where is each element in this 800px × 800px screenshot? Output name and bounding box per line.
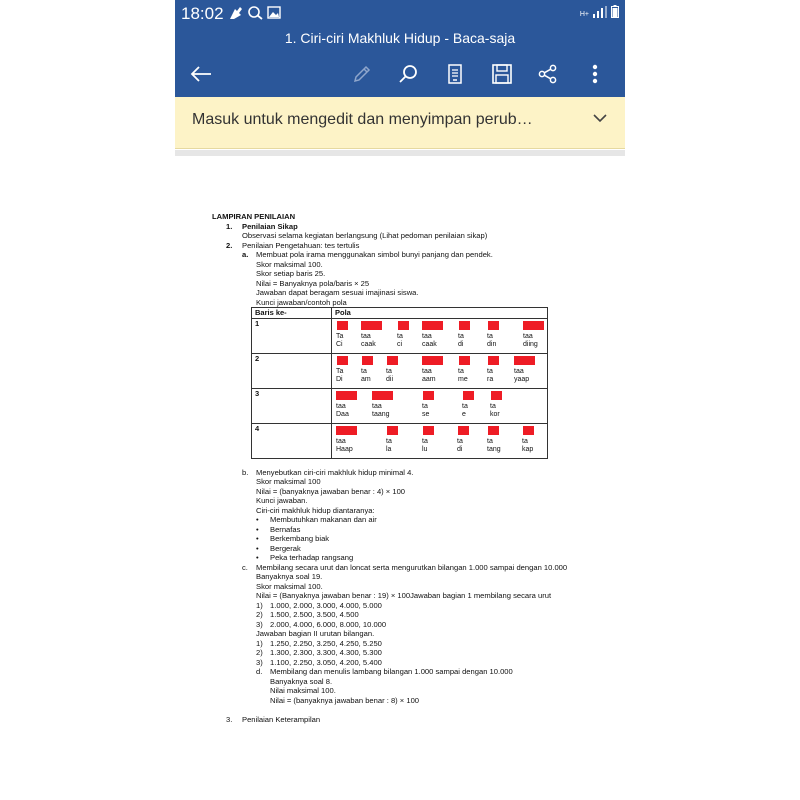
short-beat-block xyxy=(459,356,470,365)
row-label: 1 xyxy=(252,318,332,353)
reading-view-icon xyxy=(448,64,462,84)
edit-pencil-icon xyxy=(352,64,372,84)
list-item: • Berkembang biak xyxy=(256,534,330,543)
beat-syllable: taa xyxy=(422,367,432,375)
beat-syllable: taa xyxy=(336,402,346,410)
short-beat-block xyxy=(488,356,499,365)
beat-syllable: ta xyxy=(386,367,392,375)
beat-syllable: Ta xyxy=(336,332,344,340)
item-d: d. Membilang dan menulis lambang bilangan 1.000 sampai dengan 10.000 xyxy=(256,667,513,676)
save-icon xyxy=(492,64,512,84)
word-syllable: la xyxy=(386,445,392,453)
share-icon xyxy=(538,64,558,84)
notification-sync-icon xyxy=(248,6,263,20)
beat-syllable: taa xyxy=(422,332,432,340)
item-a-line: Jawaban dapat beragam sesuai imajinasi siswa. xyxy=(256,288,419,297)
word-syllable: me xyxy=(458,375,468,383)
word-syllable: diing xyxy=(523,340,538,348)
list-item: • Membutuhkan makanan dan air xyxy=(256,515,377,524)
word-syllable: kap xyxy=(522,445,534,453)
long-beat-block xyxy=(372,391,393,400)
item-b: b. Menyebutkan ciri-ciri makhluk hidup minimal 4. xyxy=(242,467,414,477)
list-item: 3) 2.000, 4.000, 6.000, 8.000, 10.000 xyxy=(256,619,387,629)
search-icon xyxy=(398,64,418,84)
item-d-line: Nilai maksimal 100. xyxy=(270,686,336,695)
list-item: 1) 1.000, 2.000, 3.000, 4.000, 5.000 xyxy=(256,600,382,610)
beat-syllable: taa xyxy=(523,332,533,340)
share-button[interactable] xyxy=(532,56,564,92)
item-b-line: Menyebutkan ciri-ciri makhluk hidup minimal 4. xyxy=(256,467,414,477)
word-syllable: tang xyxy=(487,445,501,453)
word-syllable: Daa xyxy=(336,410,349,418)
list-item: 3) 1.100, 2.250, 3.050, 4.200, 5.400 xyxy=(256,657,382,667)
word-syllable: di xyxy=(458,340,464,348)
list-item: 2) 1.300, 2.300, 3.300, 4.300, 5.300 xyxy=(256,648,382,657)
section-1-title: Penilaian Sikap xyxy=(242,221,298,231)
section-1: 1. Penilaian Sikap xyxy=(226,221,298,231)
item-b-line: Ciri-ciri makhluk hidup diantaranya: xyxy=(256,505,375,515)
list-item: • Bergerak xyxy=(256,543,301,553)
item-c-line: Nilai = (Banyaknya jawaban benar : 19) × 100Jawaban bagian 1 membilang secara urut xyxy=(256,591,552,600)
beat-syllable: ta xyxy=(422,402,428,410)
short-beat-block xyxy=(387,426,398,435)
long-beat-block xyxy=(514,356,535,365)
beat-syllable: ta xyxy=(487,437,493,445)
word-syllable: Di xyxy=(336,375,343,383)
word-syllable: di xyxy=(457,445,463,453)
word-syllable: ra xyxy=(487,375,494,383)
item-b-line: Skor maksimal 100 xyxy=(256,477,321,486)
reading-view-button[interactable] xyxy=(439,56,471,92)
edit-button[interactable] xyxy=(346,56,378,92)
item-c-part2-title: Jawaban bagian II urutan bilangan. xyxy=(256,629,375,638)
item-c-line: Membilang secara urut dan loncat serta mengurutkan bilangan 1.000 sampai dengan 10.000 xyxy=(256,562,568,572)
long-beat-block xyxy=(422,356,443,365)
word-syllable: Haap xyxy=(336,445,353,453)
item-a-line: Skor maksimal 100. xyxy=(256,259,323,269)
row-label: 3 xyxy=(252,388,332,423)
chevron-down-icon[interactable] xyxy=(593,113,607,123)
beat-syllable: taa xyxy=(514,367,524,375)
signal-icon xyxy=(593,6,607,18)
item-a-line: Skor setiap baris 25. xyxy=(256,269,326,278)
pattern-cell xyxy=(332,424,547,458)
beat-syllable: ta xyxy=(397,332,403,340)
word-syllable: din xyxy=(487,340,497,348)
item-b-line: Kunci jawaban. xyxy=(256,496,308,505)
section-2: 2. Penilaian Pengetahuan: tes tertulis xyxy=(226,240,360,250)
short-beat-block xyxy=(463,391,474,400)
signin-banner-text: Masuk untuk mengedit dan menyimpan perub… xyxy=(192,111,533,128)
item-a-line: Nilai = Banyaknya pola/baris × 25 xyxy=(256,278,370,288)
list-item: 1) 1.250, 2.250, 3.250, 4.250, 5.250 xyxy=(256,638,382,648)
table-header-row xyxy=(252,308,548,319)
word-syllable: e xyxy=(462,410,466,418)
document-page xyxy=(212,212,617,725)
long-beat-block xyxy=(336,426,357,435)
item-c: c. Membilang secara urut dan loncat serta mengurutkan bilangan 1.000 sampai dengan 10.000 xyxy=(242,562,568,572)
status-bar xyxy=(175,0,625,26)
word-syllable: aam xyxy=(422,375,436,383)
item-a-line: Membuat pola irama menggunakan simbol bunyi panjang dan pendek. xyxy=(256,250,493,259)
table-row xyxy=(252,353,548,388)
beat-syllable: ta xyxy=(458,332,464,340)
back-button[interactable] xyxy=(185,56,217,92)
table-row xyxy=(252,388,548,423)
beat-syllable: taa xyxy=(361,332,371,340)
section-2-title: Penilaian Pengetahuan: tes tertulis xyxy=(242,240,360,250)
table-row xyxy=(252,318,548,353)
beat-syllable: ta xyxy=(490,402,496,410)
item-b-line: Nilai = (banyaknya jawaban benar : 4) × 100 xyxy=(256,486,406,496)
phone-screen xyxy=(175,0,625,800)
short-beat-block xyxy=(491,391,502,400)
section-1-text: Observasi selama kegiatan berlangsung (Lihat pedoman penilaian sikap) xyxy=(242,231,488,240)
short-beat-block xyxy=(488,426,499,435)
short-beat-block xyxy=(423,391,434,400)
word-syllable: kor xyxy=(490,410,500,418)
beat-syllable: ta xyxy=(487,332,493,340)
word-syllable: caak xyxy=(361,340,376,348)
item-d-line: Nilai = (banyaknya jawaban benar : 8) × 100 xyxy=(270,695,420,705)
signin-banner[interactable] xyxy=(175,97,625,149)
short-beat-block xyxy=(458,426,469,435)
word-syllable: am xyxy=(361,375,371,383)
short-beat-block xyxy=(398,321,409,330)
short-beat-block xyxy=(362,356,373,365)
beat-syllable: ta xyxy=(487,367,493,375)
short-beat-block xyxy=(423,426,434,435)
word-syllable: ci xyxy=(397,340,403,348)
more-vert-icon xyxy=(592,64,598,84)
short-beat-block xyxy=(488,321,499,330)
beat-syllable: Ta xyxy=(336,367,344,375)
section-3-title: Penilaian Keterampilan xyxy=(242,715,321,724)
long-beat-block xyxy=(336,391,357,400)
word-syllable: dii xyxy=(386,375,394,383)
list-item: • Peka terhadap rangsang xyxy=(256,553,354,562)
item-c-line: Skor maksimal 100. xyxy=(256,581,323,591)
word-syllable: se xyxy=(422,410,430,418)
app-bar xyxy=(175,0,625,97)
short-beat-block xyxy=(523,426,534,435)
word-syllable: yaap xyxy=(514,375,530,383)
item-d-line: Membilang dan menulis lambang bilangan 1.000 sampai dengan 10.000 xyxy=(270,667,513,676)
short-beat-block xyxy=(459,321,470,330)
beat-syllable: ta xyxy=(522,437,528,445)
beat-syllable: taa xyxy=(372,402,382,410)
item-d-line: Banyaknya soal 8. xyxy=(270,676,333,686)
item-a: a. Membuat pola irama menggunakan simbol bunyi panjang dan pendek. xyxy=(242,250,493,259)
search-button[interactable] xyxy=(392,56,424,92)
word-syllable: caak xyxy=(422,340,437,348)
more-options-button[interactable] xyxy=(579,56,611,92)
beat-syllable: ta xyxy=(457,437,463,445)
row-label: 2 xyxy=(252,353,332,388)
beat-syllable: ta xyxy=(458,367,464,375)
doc-heading: LAMPIRAN PENILAIAN xyxy=(212,212,296,221)
long-beat-block xyxy=(422,321,443,330)
pattern-cell xyxy=(332,389,547,423)
network-type-label: H+ xyxy=(579,11,589,18)
notification-cleaner-icon xyxy=(228,6,244,20)
back-arrow-icon xyxy=(190,66,212,82)
beat-syllable: ta xyxy=(361,367,367,375)
beat-syllable: ta xyxy=(462,402,468,410)
short-beat-block xyxy=(387,356,398,365)
item-a-line: Kunci jawaban/contoh pola xyxy=(256,297,347,307)
item-c-line: Banyaknya soal 19. xyxy=(256,572,323,581)
toolbar xyxy=(175,56,625,92)
beat-syllable: taa xyxy=(336,437,346,445)
beat-syllable: ta xyxy=(422,437,428,445)
long-beat-block xyxy=(361,321,382,330)
section-3: 3. Penilaian Keterampilan xyxy=(226,715,321,724)
notification-image-icon xyxy=(267,6,281,19)
word-syllable: lu xyxy=(422,445,428,453)
table-header: Baris ke- xyxy=(252,308,332,319)
word-syllable: taang xyxy=(372,410,390,418)
row-label: 4 xyxy=(252,423,332,458)
status-clock: 18:02 xyxy=(181,4,224,23)
pattern-cell xyxy=(332,354,547,388)
long-beat-block xyxy=(523,321,544,330)
save-button[interactable] xyxy=(486,56,518,92)
beat-syllable: ta xyxy=(386,437,392,445)
word-syllable: Ci xyxy=(336,340,343,348)
battery-icon xyxy=(611,5,619,18)
table-header: Pola xyxy=(332,308,548,319)
short-beat-block xyxy=(337,356,348,365)
pattern-cell xyxy=(332,319,547,353)
page-separator xyxy=(175,150,625,156)
rhythm-pattern-table xyxy=(251,307,548,459)
document-title: 1. Ciri-ciri Makhluk Hidup - Baca-saja xyxy=(284,30,516,46)
list-item: • Bernafas xyxy=(256,524,301,534)
list-item: 2) 1.500, 2.500, 3.500, 4.500 xyxy=(256,610,359,619)
table-row xyxy=(252,423,548,458)
short-beat-block xyxy=(337,321,348,330)
